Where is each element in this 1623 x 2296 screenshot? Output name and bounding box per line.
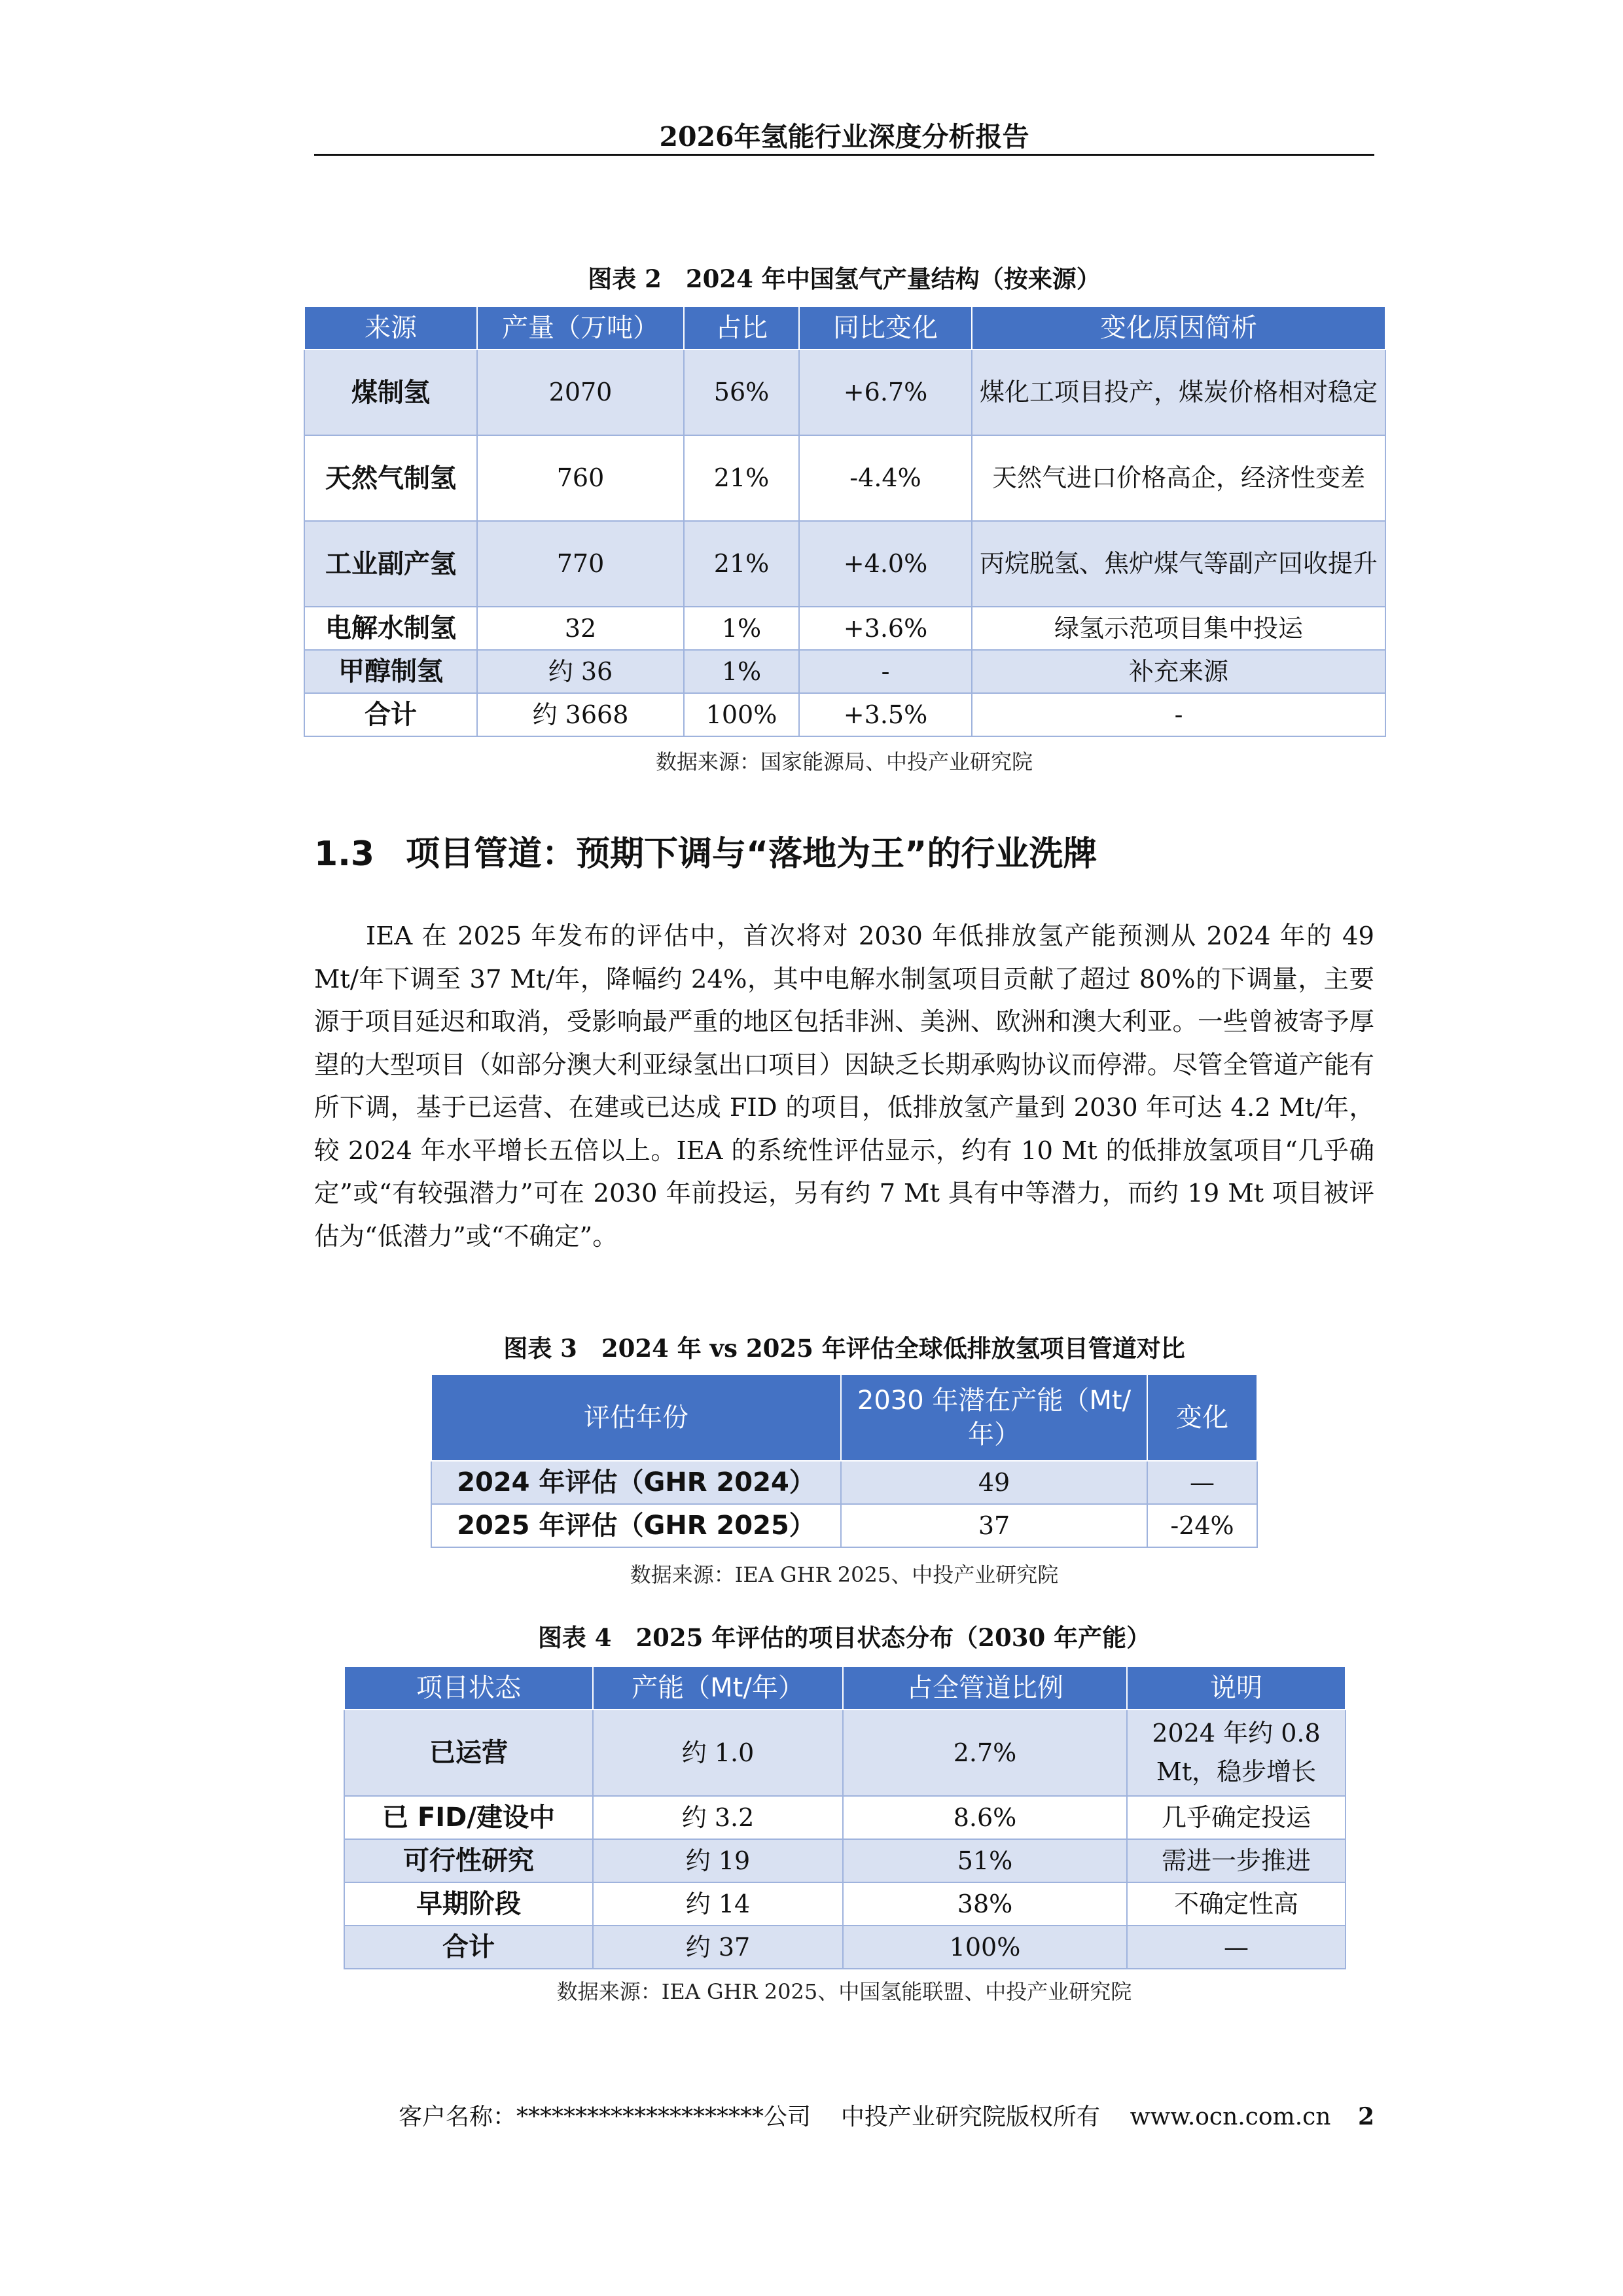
table-cell: 已运营 <box>344 1710 593 1796</box>
table-cell: 天然气制氢 <box>304 435 477 521</box>
table2 <box>304 306 1386 737</box>
table-cell: 天然气进口价格高企，经济性变差 <box>972 435 1385 521</box>
footer-website: www.ocn.com.cn <box>1130 2104 1331 2130</box>
table3-col-header: 2030 年潜在产能（Mt/年） <box>841 1374 1147 1461</box>
table-cell: 丙烷脱氢、焦炉煤气等副产回收提升 <box>972 521 1385 607</box>
table-row <box>304 350 1385 435</box>
table-row <box>304 435 1385 521</box>
table-cell: 工业副产氢 <box>304 521 477 607</box>
table-cell: 2.7% <box>843 1710 1127 1796</box>
table-row-total <box>344 1926 1346 1969</box>
table-cell: 约 1.0 <box>593 1710 843 1796</box>
table-cell: — <box>1127 1926 1346 1969</box>
table2-caption: 图表 2 2024 年中国氢气产量结构（按来源） <box>588 264 1101 293</box>
table-cell: 煤化工项目投产，煤炭价格相对稳定 <box>972 350 1385 435</box>
table-row-total <box>304 693 1385 736</box>
table-cell: 100% <box>684 693 799 736</box>
table-cell: 合计 <box>344 1926 593 1969</box>
table-cell: 补充来源 <box>972 650 1385 693</box>
table4-col-header: 说明 <box>1127 1666 1346 1710</box>
page-number: 2 <box>1357 2103 1374 2130</box>
header-rule <box>314 154 1374 156</box>
table-row <box>344 1882 1346 1926</box>
table-cell: 甲醇制氢 <box>304 650 477 693</box>
table-row <box>304 607 1385 650</box>
table4-header-row <box>344 1666 1346 1710</box>
table-cell: 约 3668 <box>477 693 684 736</box>
table-cell: 煤制氢 <box>304 350 477 435</box>
table-cell: 约 3.2 <box>593 1796 843 1839</box>
table2-col-header: 占比 <box>684 306 799 350</box>
table-cell: 不确定性高 <box>1127 1882 1346 1926</box>
table-cell: 49 <box>841 1461 1147 1504</box>
table-row <box>344 1839 1346 1882</box>
table-cell: 约 37 <box>593 1926 843 1969</box>
table3-header-row <box>431 1374 1257 1461</box>
table-cell: 约 19 <box>593 1839 843 1882</box>
section-number: 1.3 <box>314 834 375 874</box>
table-cell: 约 14 <box>593 1882 843 1926</box>
table-cell: +3.6% <box>799 607 972 650</box>
table2-col-header: 产量（万吨） <box>477 306 684 350</box>
table2-col-header: 同比变化 <box>799 306 972 350</box>
table-cell: +6.7% <box>799 350 972 435</box>
table3-col-header: 评估年份 <box>431 1374 841 1461</box>
table-cell: 1% <box>684 607 799 650</box>
table-cell: 合计 <box>304 693 477 736</box>
table-cell: 2025 年评估（GHR 2025） <box>431 1504 841 1547</box>
table-cell: 1% <box>684 650 799 693</box>
table-cell: +4.0% <box>799 521 972 607</box>
table3-caption: 图表 3 2024 年 vs 2025 年评估全球低排放氢项目管道对比 <box>503 1334 1185 1363</box>
table-cell: 8.6% <box>843 1796 1127 1839</box>
table3-source: 数据来源：IEA GHR 2025、中投产业研究院 <box>630 1562 1059 1587</box>
table-cell: 早期阶段 <box>344 1882 593 1926</box>
table-cell: 2070 <box>477 350 684 435</box>
footer-copyright: 中投产业研究院版权所有 <box>840 2104 1100 2130</box>
table4-col-header: 产能（Mt/年） <box>593 1666 843 1710</box>
table-cell: 几乎确定投运 <box>1127 1796 1346 1839</box>
table-cell: — <box>1147 1461 1257 1504</box>
table2-col-header: 变化原因简析 <box>972 306 1385 350</box>
table-cell: 37 <box>841 1504 1147 1547</box>
table-cell: -24% <box>1147 1504 1257 1547</box>
table-cell: 760 <box>477 435 684 521</box>
page-footer <box>314 2098 1374 2132</box>
table-cell: 绿氢示范项目集中投运 <box>972 607 1385 650</box>
table-cell: -4.4% <box>799 435 972 521</box>
table4-caption: 图表 4 2025 年评估的项目状态分布（2030 年产能） <box>537 1623 1151 1652</box>
table-row <box>344 1796 1346 1839</box>
table-row <box>431 1461 1257 1504</box>
table4-source: 数据来源：IEA GHR 2025、中国氢能联盟、中投产业研究院 <box>556 1979 1132 2004</box>
table-cell: 56% <box>684 350 799 435</box>
table-cell: 已 FID/建设中 <box>344 1796 593 1839</box>
section-title: 项目管道：预期下调与“落地为王”的行业洗牌 <box>406 834 1097 874</box>
table-cell: 21% <box>684 521 799 607</box>
table2-col-header: 来源 <box>304 306 477 350</box>
table-cell: 需进一步推进 <box>1127 1839 1346 1882</box>
table-cell: 100% <box>843 1926 1127 1969</box>
table3-col-header: 变化 <box>1147 1374 1257 1461</box>
table4-col-header: 占全管道比例 <box>843 1666 1127 1710</box>
table4-col-header: 项目状态 <box>344 1666 593 1710</box>
table-cell: - <box>799 650 972 693</box>
table-cell: 38% <box>843 1882 1127 1926</box>
footer-client: 客户名称：*********************公司 <box>399 2104 812 2130</box>
table-cell: 21% <box>684 435 799 521</box>
table-cell: 约 36 <box>477 650 684 693</box>
running-header-title: 2026年氢能行业深度分析报告 <box>659 121 1029 152</box>
table-cell: - <box>972 693 1385 736</box>
table-cell: 电解水制氢 <box>304 607 477 650</box>
table2-source: 数据来源：国家能源局、中投产业研究院 <box>655 749 1033 774</box>
table-cell: 可行性研究 <box>344 1839 593 1882</box>
table-cell: +3.5% <box>799 693 972 736</box>
table-cell: 2024 年评估（GHR 2024） <box>431 1461 841 1504</box>
table3 <box>431 1374 1258 1548</box>
table-cell: 770 <box>477 521 684 607</box>
section-heading <box>314 826 1097 875</box>
table2-header-row <box>304 306 1385 350</box>
table-cell: 2024 年约 0.8 Mt，稳步增长 <box>1127 1710 1346 1796</box>
table-row <box>304 521 1385 607</box>
table-row <box>304 650 1385 693</box>
table-cell: 32 <box>477 607 684 650</box>
body-paragraph: IEA 在 2025 年发布的评估中，首次将对 2030 年低排放氢产能预测从 2024 年的 49 Mt/年下调至 37 Mt/年，降幅约 24%，其中电解水制氢项目贡献了超过 80%的下调量，主要源于项目延迟和取消，受影响最严重的地区包括非洲、美洲、欧洲和澳大利亚。一些曾被寄予厚望的大型项目（如部分澳大利亚绿氢出口项目）因缺乏长期承购协议而停滞。尽管全管道产能有所下调，基于已运营、在建或已达成 FID 的项目，低排放氢产量到 2030 年可达 4.2 Mt/年，较 2024 年水平增长五倍以上。IEA 的系统性评估显示，约有 10 Mt 的低排放氢项目“几乎确定”或“有较强潜力”可在 2030 年前投运，另有约 7 Mt 具有中等潜力，而约 19 Mt 项目被评估为“低潜力”或“不确定”。 <box>314 922 1374 1251</box>
table-row <box>344 1710 1346 1796</box>
table-cell: 51% <box>843 1839 1127 1882</box>
table4 <box>344 1666 1346 1969</box>
table-row <box>431 1504 1257 1547</box>
